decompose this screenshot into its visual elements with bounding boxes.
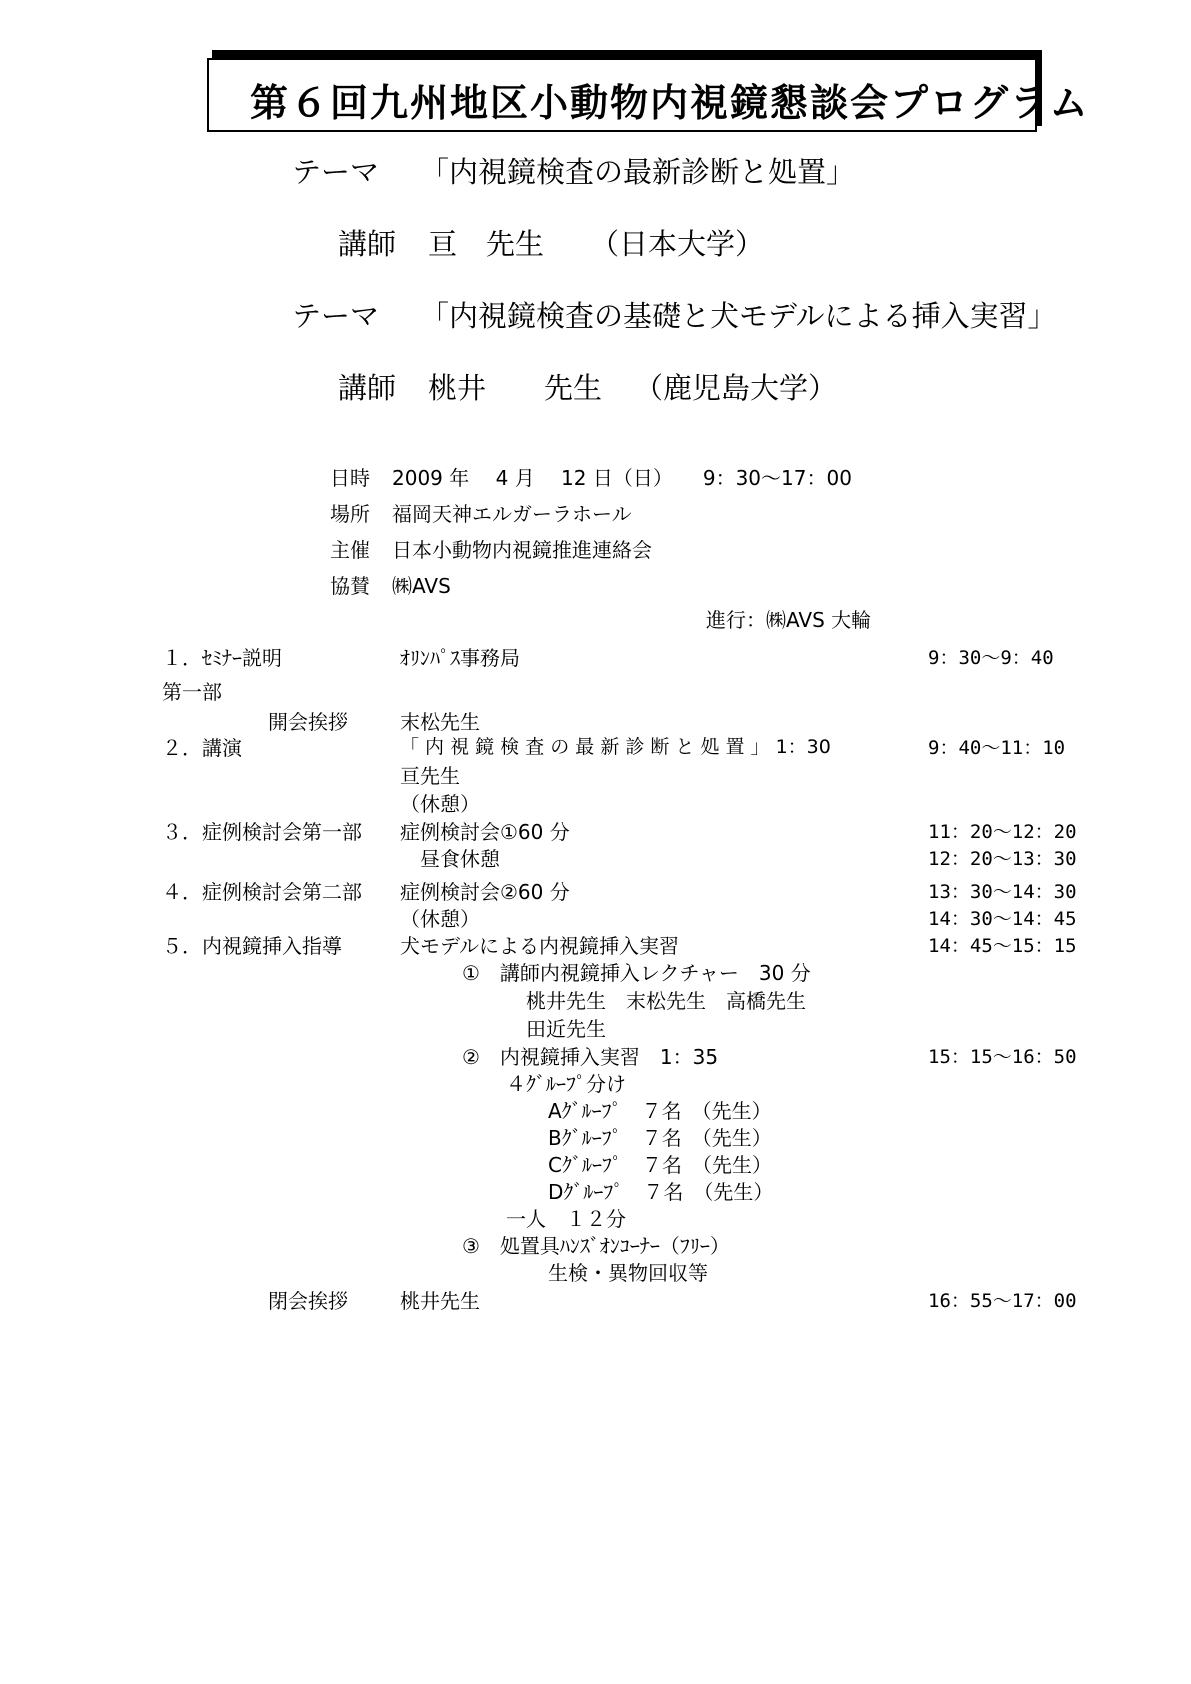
theme-1-label: テーマ bbox=[292, 155, 380, 189]
closing-time: 16：55～17：00 bbox=[928, 1290, 1077, 1312]
lecturer-1-label: 講師 bbox=[338, 227, 397, 261]
schedule-break-time-4: 14：30～14：45 bbox=[928, 908, 1077, 930]
per-person-time: 一人 １２分 bbox=[506, 1207, 626, 1231]
schedule-time-5: 14：45～15：15 bbox=[928, 935, 1077, 957]
theme-1-text: 「内視鏡検査の最新診断と処置」 bbox=[420, 155, 856, 189]
theme-2-label: テーマ bbox=[292, 299, 380, 333]
schedule-item-1: １．ｾﾐﾅｰ説明 bbox=[162, 646, 282, 670]
part-heading: 第一部 bbox=[162, 680, 222, 704]
schedule-item-4: ４．症例検討会第二部 bbox=[162, 880, 362, 904]
lecturer-2-name: 桃井 先生 bbox=[428, 371, 603, 405]
schedule-item-3: ３．症例検討会第一部 bbox=[162, 820, 362, 844]
host-label: 主催 bbox=[330, 538, 370, 562]
schedule-break-4: （休憩） bbox=[400, 907, 480, 931]
page-title: 第６回九州地区小動物内視鏡懇談会プログラム bbox=[250, 81, 1090, 125]
group-split: ４ｸﾞﾙｰﾌﾟ分け bbox=[506, 1072, 626, 1096]
group-b: Bｸﾞﾙｰﾌﾟ ７名 （先生） bbox=[548, 1126, 772, 1150]
lecturer-2-affiliation: （鹿児島大学） bbox=[634, 371, 838, 405]
closing-label: 閉会挨拶 bbox=[268, 1289, 348, 1313]
sponsor-value: ㈱AVS bbox=[392, 574, 451, 598]
lecturer-1-affiliation: （日本大学） bbox=[590, 227, 765, 261]
schedule-desc-1: ｵﾘﾝﾊﾟｽ事務局 bbox=[400, 646, 520, 670]
host-value: 日本小動物内視鏡推進連絡会 bbox=[392, 538, 652, 562]
lunch-break: 昼食休憩 bbox=[420, 847, 500, 871]
schedule-time-4: 13：30～14：30 bbox=[928, 881, 1077, 903]
place-value: 福岡天神エルガーラホール bbox=[392, 502, 632, 526]
lecturer-2-label: 講師 bbox=[338, 371, 397, 405]
schedule-time-2: 9：40～11：10 bbox=[928, 737, 1066, 759]
theme-2-text: 「内視鏡検査の基礎と犬モデルによる挿入実習」 bbox=[420, 299, 1057, 333]
schedule-desc-3: 症例検討会①60 分 bbox=[400, 820, 570, 844]
group-c: Cｸﾞﾙｰﾌﾟ ７名 （先生） bbox=[548, 1153, 772, 1177]
schedule-desc-5: 犬モデルによる内視鏡挿入実習 bbox=[400, 934, 679, 958]
date-value: 2009 年 4 月 12 日（日） 9：30～17：00 bbox=[392, 466, 852, 490]
sub-item-3-desc: 生検・異物回収等 bbox=[548, 1261, 708, 1285]
place-label: 場所 bbox=[330, 502, 370, 526]
sub-item-1-names-2: 田近先生 bbox=[526, 1017, 606, 1041]
lecturer-1-name: 亘 先生 bbox=[428, 227, 545, 261]
sub-item-2-time: 15：15～16：50 bbox=[928, 1046, 1077, 1068]
schedule-person-2: 亘先生 bbox=[400, 764, 460, 788]
closing-person: 桃井先生 bbox=[400, 1289, 480, 1313]
moderator: 進行：㈱AVS 大輪 bbox=[706, 608, 872, 632]
sub-item-3: ③ 処置具ﾊﾝｽﾞｵﾝｺｰﾅｰ（ﾌﾘｰ） bbox=[462, 1234, 730, 1258]
group-d: Dｸﾞﾙｰﾌﾟ ７名 （先生） bbox=[548, 1180, 774, 1204]
lunch-time: 12：20～13：30 bbox=[928, 848, 1077, 870]
schedule-item-2: ２．講演 bbox=[162, 736, 242, 760]
sub-item-2: ② 内視鏡挿入実習 1：35 bbox=[462, 1045, 719, 1069]
sponsor-label: 協賛 bbox=[330, 574, 370, 598]
group-a: Aｸﾞﾙｰﾌﾟ ７名 （先生） bbox=[548, 1099, 772, 1123]
schedule-break-2: （休憩） bbox=[400, 792, 480, 816]
schedule-time-1: 9：30～9：40 bbox=[928, 647, 1054, 669]
sub-item-1-names: 桃井先生 末松先生 高橋先生 bbox=[526, 989, 806, 1013]
sub-item-1: ① 講師内視鏡挿入レクチャー 30 分 bbox=[462, 961, 811, 985]
opening-person: 末松先生 bbox=[400, 710, 480, 734]
schedule-time-3: 11：20～12：20 bbox=[928, 821, 1077, 843]
date-label: 日時 bbox=[330, 466, 370, 490]
schedule-desc-2: 「 内 視 鏡 検 査 の 最 新 診 断 と 処 置 」 1：30 bbox=[400, 736, 831, 758]
opening-label: 開会挨拶 bbox=[268, 710, 348, 734]
schedule-desc-4: 症例検討会②60 分 bbox=[400, 880, 570, 904]
schedule-item-5: ５．内視鏡挿入指導 bbox=[162, 934, 342, 958]
